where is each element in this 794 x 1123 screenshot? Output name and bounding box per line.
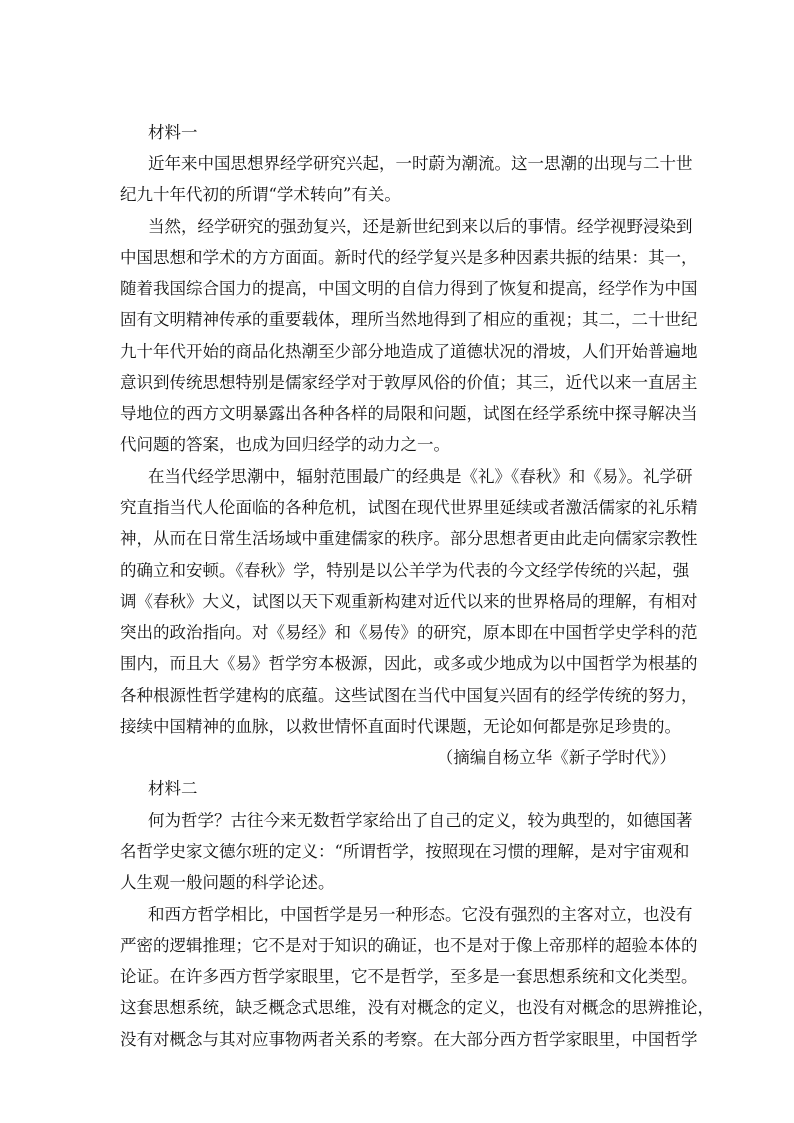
paragraph-line: 的确立和安顿。《春秋》学，特别是以公羊学为代表的今文经学传统的兴起，强 xyxy=(120,561,690,580)
paragraph-line: 调《春秋》大义，试图以天下观重新构建对近代以来的世界格局的理解，有相对 xyxy=(120,592,698,611)
paragraph-line: 名哲学史家文德尔班的定义：“所谓哲学，按照现在习惯的理解，是对宇宙观和 xyxy=(120,842,690,861)
material-2-heading: 材料二 xyxy=(148,779,198,798)
paragraph-line: 近年来中国思想界经学研究兴起，一时蔚为潮流。这一思潮的出现与二十世 xyxy=(148,154,693,173)
paragraph-line: 在当代经学思潮中，辐射范围最广的经典是《礼》《春秋》和《易》。礼学研 xyxy=(148,467,693,486)
paragraph-line: 人生观一般问题的科学论述。 xyxy=(120,873,335,892)
material-1-heading: 材料一 xyxy=(148,123,198,142)
paragraph-line: 意识到传统思想特别是儒家经学对于敦厚风俗的价值；其三，近代以来一直居主 xyxy=(120,373,698,392)
paragraph-line: 论证。在许多西方哲学家眼里，它不是哲学，至多是一套思想系统和文化类型。 xyxy=(120,967,698,986)
paragraph-line: 固有文明精神传承的重要载体，理所当然地得到了相应的重视；其二，二十世纪 xyxy=(120,310,698,329)
source-citation: （摘编自杨立华《新子学时代》） xyxy=(436,748,676,767)
paragraph-line: 中国思想和学术的方方面面。新时代的经学复兴是多种因素共振的结果：其一， xyxy=(120,248,698,267)
paragraph-line: 围内，而且大《易》哲学穷本极源，因此，或多或少地成为以中国哲学为根基的 xyxy=(120,654,698,673)
paragraph-line: 各种根源性哲学建构的底蕴。这些试图在当代中国复兴固有的经学传统的努力， xyxy=(120,686,698,705)
paragraph-line: 究直指当代人伦面临的各种危机，试图在现代世界里延续或者激活儒家的礼乐精 xyxy=(120,498,698,517)
paragraph-line: 神，从而在日常生活场域中重建儒家的秩序。部分思想者更由此走向儒家宗教性 xyxy=(120,529,698,548)
paragraph-line: 九十年代开始的商品化热潮至少部分地造成了道德状况的滑坡，人们开始普遍地 xyxy=(120,342,698,361)
paragraph-line: 突出的政治指向。对《易经》和《易传》的研究，原本即在中国哲学史学科的范 xyxy=(120,623,698,642)
paragraph-line: 这套思想系统，缺乏概念式思维，没有对概念的定义，也没有对概念的思辨推论， xyxy=(120,998,714,1017)
paragraph-line: 纪九十年代初的所谓“学术转向”有关。 xyxy=(120,185,401,204)
paragraph-line: 何为哲学？古往今来无数哲学家给出了自己的定义，较为典型的，如德国著 xyxy=(148,811,693,830)
paragraph-line: 和西方哲学相比，中国哲学是另一种形态。它没有强烈的主客对立，也没有 xyxy=(148,905,693,924)
paragraph-line: 严密的逻辑推理；它不是对于知识的确证，也不是对于像上帝那样的超验本体的 xyxy=(120,936,698,955)
paragraph-line: 接续中国精神的血脉，以救世情怀直面时代课题，无论如何都是弥足珍贵的。 xyxy=(120,717,681,736)
paragraph-line: 没有对概念与其对应事物两者关系的考察。在大部分西方哲学家眼里，中国哲学 xyxy=(120,1030,698,1049)
paragraph-line: 当然，经学研究的强劲复兴，还是新世纪到来以后的事情。经学视野浸染到 xyxy=(148,217,693,236)
paragraph-line: 代问题的答案，也成为回归经学的动力之一。 xyxy=(120,435,450,454)
paragraph-line: 随着我国综合国力的提高，中国文明的自信力得到了恢复和提高，经学作为中国 xyxy=(120,279,698,298)
paragraph-line: 导地位的西方文明暴露出各种各样的局限和问题，试图在经学系统中探寻解决当 xyxy=(120,404,698,423)
